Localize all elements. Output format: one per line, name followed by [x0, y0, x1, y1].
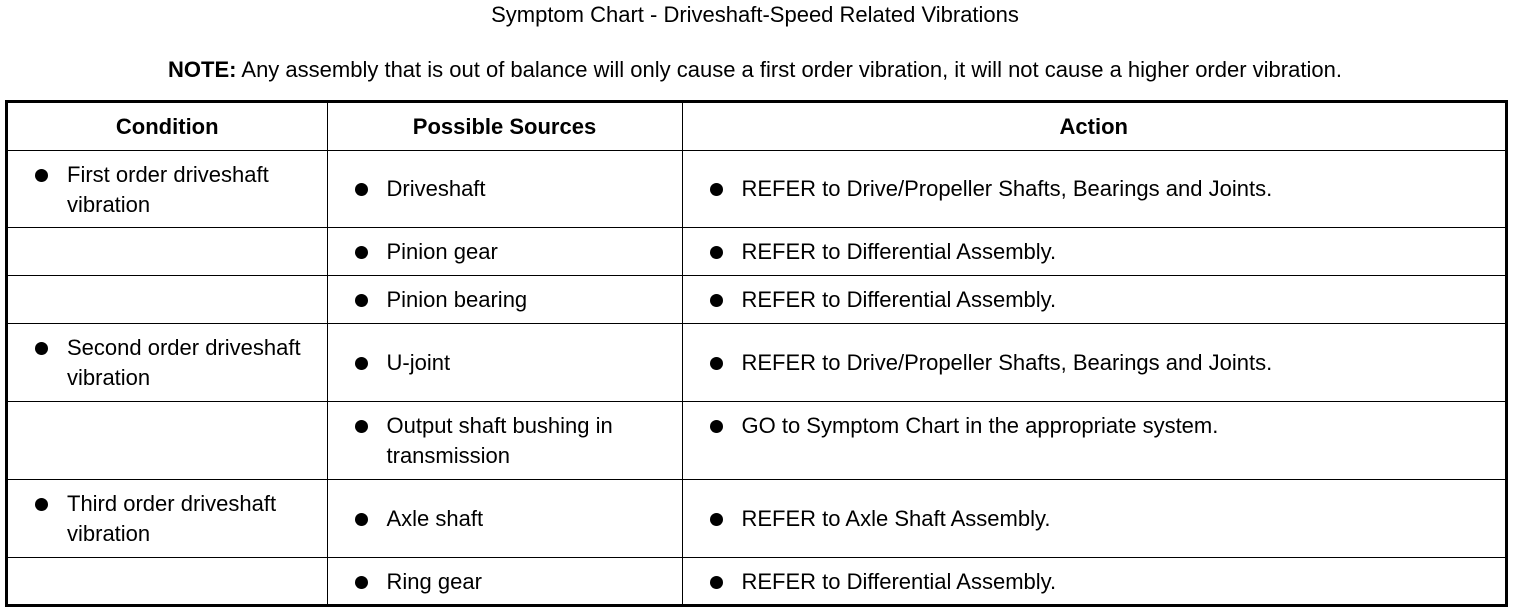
- condition-cell-content: [8, 160, 327, 220]
- source-cell-text: U-joint: [386, 349, 451, 375]
- bullet-icon: [710, 183, 723, 196]
- source-cell-content: [328, 237, 682, 267]
- source-cell-content: [328, 285, 682, 315]
- note: [0, 57, 1510, 83]
- source-cell-text: Axle shaft: [386, 505, 484, 531]
- bullet-icon: [710, 513, 723, 526]
- table-row: [8, 402, 1505, 480]
- condition-cell-text: First order driveshaft vibration: [67, 162, 269, 217]
- condition-cell: [8, 480, 327, 558]
- condition-cell: [8, 151, 327, 228]
- condition-cell: [8, 276, 327, 324]
- source-cell: [327, 228, 682, 276]
- source-cell: [327, 480, 682, 558]
- bullet-icon: [355, 294, 368, 307]
- bullet-icon: [355, 357, 368, 370]
- source-cell-content: [328, 174, 682, 204]
- condition-cell: [8, 324, 327, 402]
- table-row: [8, 480, 1505, 558]
- note-text: Any assembly that is out of balance will only cause a first order vibration, it will not cause a higher order vibration.: [236, 57, 1342, 82]
- source-cell-text: Pinion bearing: [386, 286, 528, 312]
- condition-cell-content: [8, 333, 327, 393]
- condition-cell-text: Second order driveshaft vibration: [67, 335, 301, 390]
- symptom-chart: [5, 100, 1508, 607]
- bullet-icon: [710, 246, 723, 259]
- condition-cell-text: Third order driveshaft vibration: [67, 491, 277, 546]
- table-row: [8, 558, 1505, 606]
- bullet-icon: [710, 420, 723, 433]
- bullet-icon: [355, 576, 368, 589]
- source-cell-text: Driveshaft: [386, 176, 486, 201]
- table-row: [8, 324, 1505, 402]
- action-cell: [682, 402, 1505, 480]
- action-cell-text: REFER to Differential Assembly.: [741, 238, 1057, 264]
- source-cell-content: [328, 504, 682, 534]
- action-cell-text: REFER to Differential Assembly.: [741, 568, 1057, 594]
- symptom-table: [8, 103, 1505, 606]
- bullet-icon: [35, 498, 48, 511]
- action-cell-content: [683, 285, 1506, 315]
- source-cell-content: [328, 348, 682, 378]
- source-cell: [327, 324, 682, 402]
- action-cell-content: [683, 504, 1506, 534]
- action-cell: [682, 228, 1505, 276]
- source-cell-text: Ring gear: [386, 568, 482, 594]
- action-cell-text: REFER to Differential Assembly.: [741, 286, 1057, 312]
- action-cell-text: REFER to Axle Shaft Assembly.: [741, 505, 1051, 531]
- action-cell-content: [683, 174, 1506, 204]
- source-cell: [327, 276, 682, 324]
- bullet-icon: [355, 183, 368, 196]
- header-condition: Condition: [8, 103, 327, 151]
- condition-cell: [8, 228, 327, 276]
- header-row: [8, 103, 1505, 151]
- action-cell: [682, 151, 1505, 228]
- bullet-icon: [355, 420, 368, 433]
- action-cell: [682, 558, 1505, 606]
- action-cell-content: [683, 567, 1506, 597]
- source-cell: [327, 558, 682, 606]
- bullet-icon: [355, 246, 368, 259]
- action-cell-text: GO to Symptom Chart in the appropriate system.: [741, 413, 1219, 438]
- condition-cell-content: [8, 489, 327, 549]
- action-cell-content: [683, 237, 1506, 267]
- table-row: [8, 276, 1505, 324]
- table-row: [8, 228, 1505, 276]
- action-cell: [682, 480, 1505, 558]
- source-cell: [327, 402, 682, 480]
- source-cell-text: Pinion gear: [386, 238, 498, 264]
- source-cell-text: Output shaft bushing in transmission: [386, 413, 613, 468]
- action-cell: [682, 324, 1505, 402]
- bullet-icon: [35, 169, 48, 182]
- header-action: Action: [682, 103, 1505, 151]
- condition-cell: [8, 558, 327, 606]
- header-possible-sources: Possible Sources: [327, 103, 682, 151]
- bullet-icon: [710, 357, 723, 370]
- action-cell-text: REFER to Drive/Propeller Shafts, Bearings and Joints.: [741, 176, 1273, 201]
- bullet-icon: [710, 576, 723, 589]
- action-cell-content: [683, 411, 1506, 441]
- bullet-icon: [710, 294, 723, 307]
- action-cell-text: REFER to Drive/Propeller Shafts, Bearings and Joints.: [741, 349, 1273, 375]
- chart-title: Symptom Chart - Driveshaft-Speed Related Vibrations: [491, 2, 1019, 27]
- note-label: NOTE:: [168, 57, 237, 82]
- bullet-icon: [355, 513, 368, 526]
- source-cell-content: [328, 411, 682, 471]
- source-cell: [327, 151, 682, 228]
- table-row: [8, 151, 1505, 228]
- action-cell: [682, 276, 1505, 324]
- action-cell-content: [683, 348, 1506, 378]
- source-cell-content: [328, 567, 682, 597]
- condition-cell: [8, 402, 327, 480]
- bullet-icon: [35, 342, 48, 355]
